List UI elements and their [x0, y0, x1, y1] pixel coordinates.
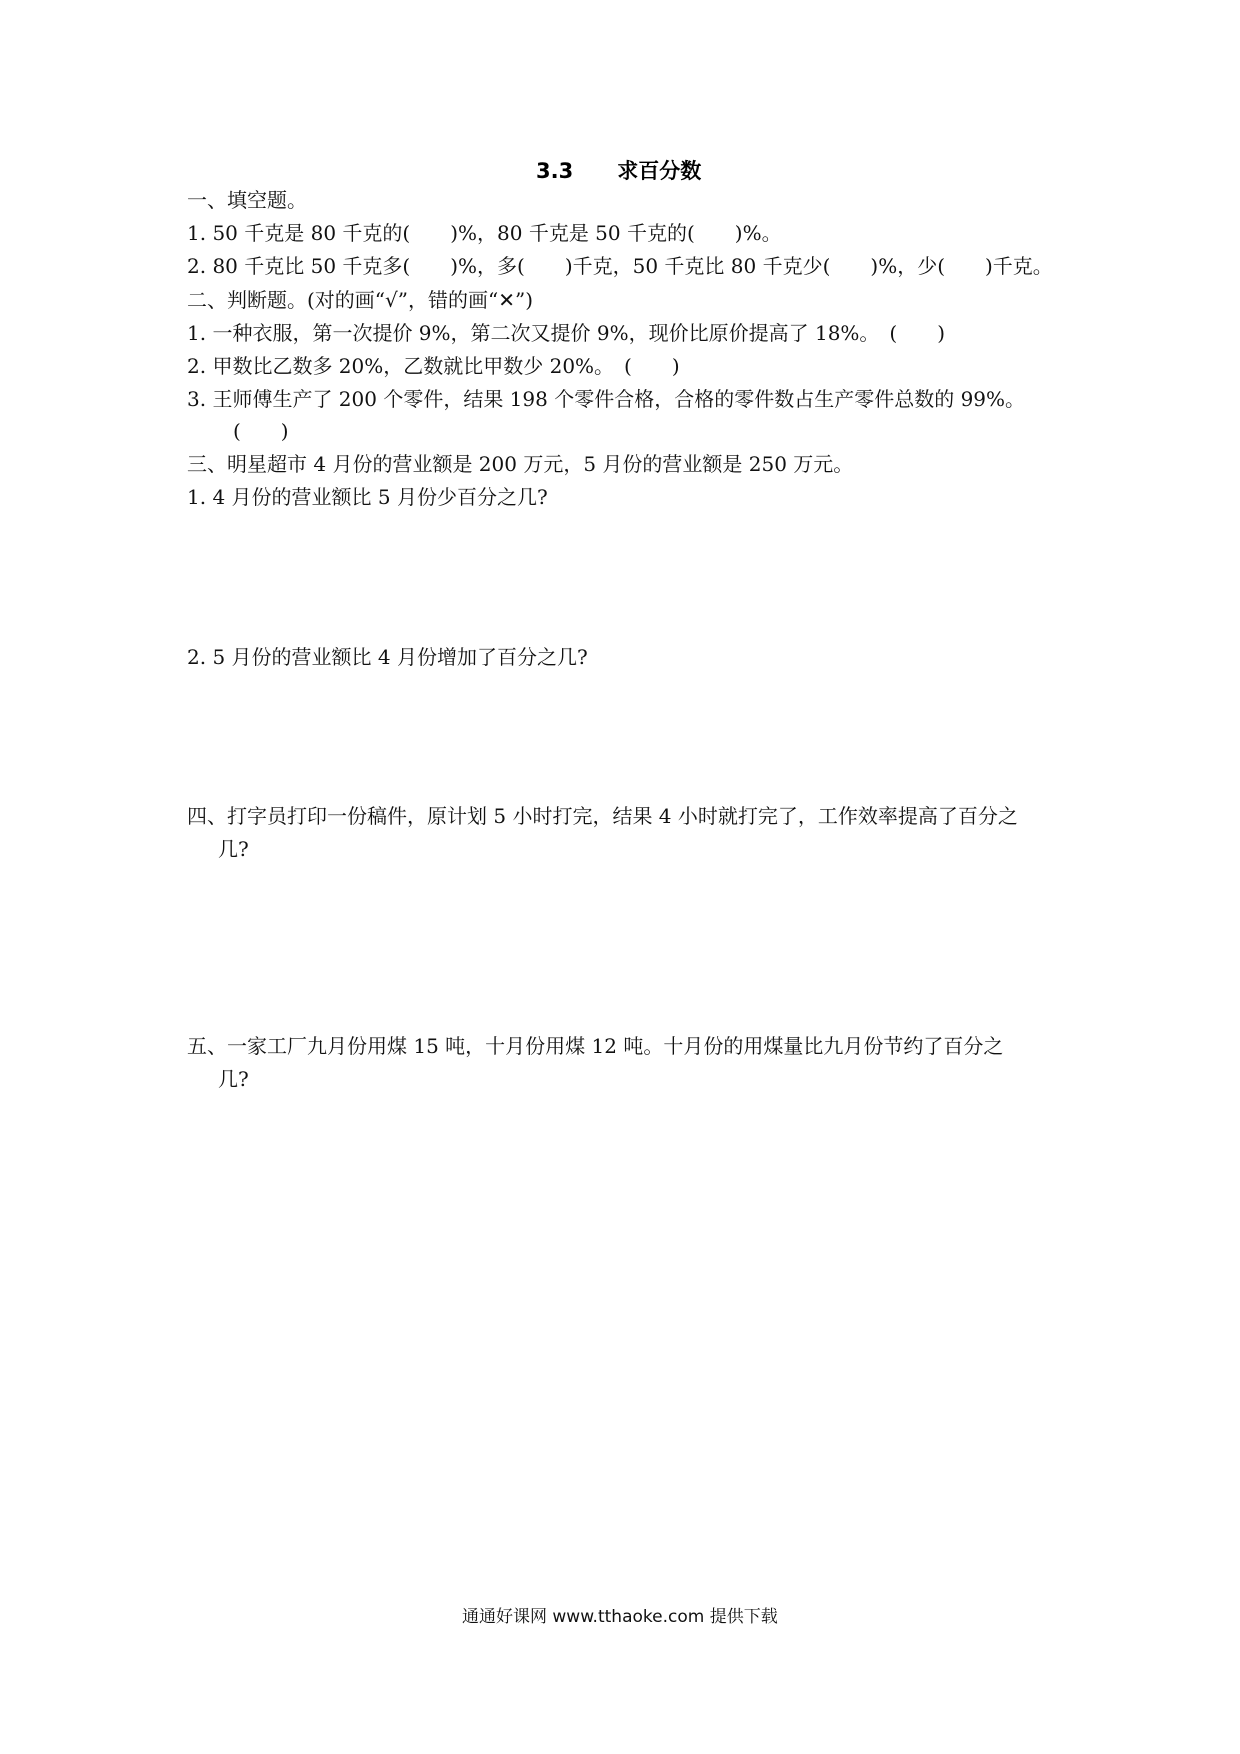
section4-line-2: 几?	[218, 837, 249, 861]
section5-line-1: 五、一家工厂九月份用煤 15 吨，十月份用煤 12 吨。十月份的用煤量比九月份节约了百分之	[187, 1034, 1004, 1058]
section2-question-2: 2. 甲数比乙数多 20%，乙数就比甲数少 20%。 ( )	[187, 354, 680, 378]
section1-question-2: 2. 80 千克比 50 千克多( )%，多( )千克，50 千克比 80 千克少( )%，少( )千克。	[187, 254, 1053, 278]
answer-bracket: ( )	[233, 419, 289, 443]
section1-question-1: 1. 50 千克是 80 千克的( )%，80 千克是 50 千克的( )%。	[187, 221, 782, 245]
page-footer: 通通好课网 www.tthaoke.com 提供下载	[462, 1607, 778, 1627]
section3-question-1: 1. 4 月份的营业额比 5 月份少百分之几?	[187, 485, 548, 509]
section-number: 3.3	[536, 159, 574, 183]
section4-line-1: 四、打字员打印一份稿件，原计划 5 小时打完，结果 4 小时就打完了，工作效率提高了百分之	[187, 804, 1018, 828]
section2-heading: 二、判断题。(对的画“√”，错的画“✕”)	[187, 288, 534, 312]
section3-question-2: 2. 5 月份的营业额比 4 月份增加了百分之几?	[187, 645, 588, 669]
section1-heading: 一、填空题。	[187, 188, 307, 212]
section5-line-2: 几?	[218, 1067, 249, 1091]
section2-question-3: 3. 王师傅生产了 200 个零件，结果 198 个零件合格，合格的零件数占生产零件总数的 99%。	[187, 387, 1026, 411]
section3-heading: 三、明星超市 4 月份的营业额是 200 万元，5 月份的营业额是 250 万元。	[187, 452, 854, 476]
page-title	[536, 155, 701, 185]
section2-question-1: 1. 一种衣服，第一次提价 9%，第二次又提价 9%，现价比原价提高了 18%。 ( )	[187, 321, 946, 345]
title-text: 求百分数	[617, 159, 702, 183]
